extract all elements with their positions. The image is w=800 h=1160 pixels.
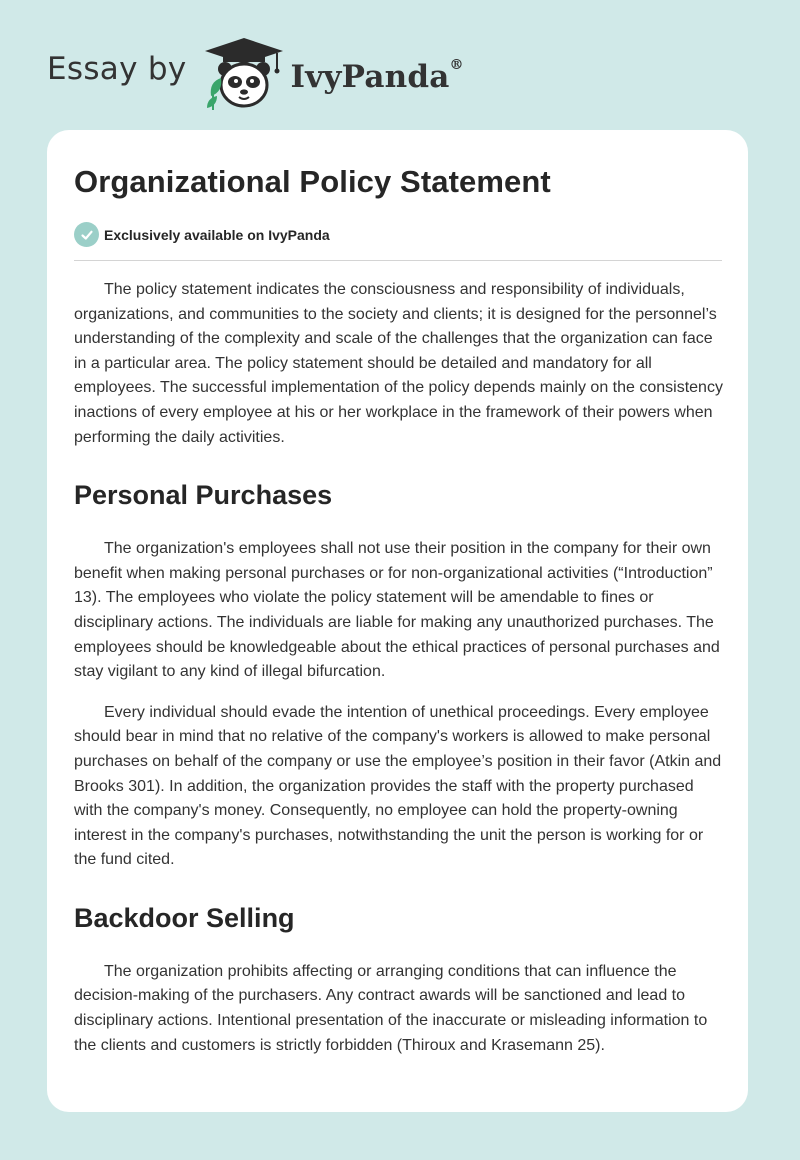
article-card: [47, 130, 748, 1112]
brand-name[interactable]: IvyPanda®: [290, 57, 464, 95]
panda-logo-icon[interactable]: [201, 36, 287, 112]
paragraph: Every individual should evade the intention of unethical proceedings. Every employee should bear in mind that no relative of the company's workers is allowed to make personal purchases on behalf of the company or use the employee’s position in their favor (Atkin and Brooks 301). In addition, the organization provides the staff with the property purchased with the company's money. Consequently, no employee can hold the property-owning interest in the company's purchases, notwithstanding the unit the person is working for or the fund cited.: [74, 703, 722, 869]
exclusive-badge: [74, 222, 330, 247]
article-body: [74, 278, 724, 1074]
exclusive-badge-text: Exclusively available on IvyPanda: [104, 226, 330, 243]
article-title: Organizational Policy Statement: [74, 164, 551, 199]
registered-mark: ®: [449, 57, 464, 73]
section-heading-personal-purchases: Personal Purchases: [74, 480, 333, 511]
paragraph: The organization's employees shall not use their position in the company for their own benefit when making personal purchases or for non-organizational activities (“Introduction” 13). The employees who violate the policy statement will be amendable to fines or disciplinary actions. The individuals are liable for making any unauthorized purchases. The employees should be knowledgeable about the ethical practices of personal purchases and stay vigilant to any kind of illegal bifurcation.: [74, 540, 720, 681]
section-heading-backdoor-selling: Backdoor Selling: [74, 902, 295, 933]
essay-by-label: Essay by: [47, 51, 187, 87]
paragraph: The organization prohibits affecting or arranging conditions that can influence the decision-making of the purchasers. Any contract awards will be sanctioned and lead to disciplinary actions. Intentional presentation of the inaccurate or misleading information to the clients and customers is strictly forbidden (Thiroux and Krasemann 25).: [74, 962, 708, 1054]
divider: [74, 260, 722, 261]
site-header: [47, 34, 464, 114]
intro-paragraph: The policy statement indicates the consciousness and responsibility of individuals, organizations, and communities to the society and clients; it is designed for the personnel’s understanding of the complexity and scale of the challenges that the organization can face in a particular area. The policy statement should be detailed and mandatory for all employees. The successful implementation of the policy depends mainly on the consistency inactions of every employee at his or her workplace in the framework of their powers when performing the daily activities.: [74, 281, 723, 446]
check-icon: [74, 222, 99, 247]
